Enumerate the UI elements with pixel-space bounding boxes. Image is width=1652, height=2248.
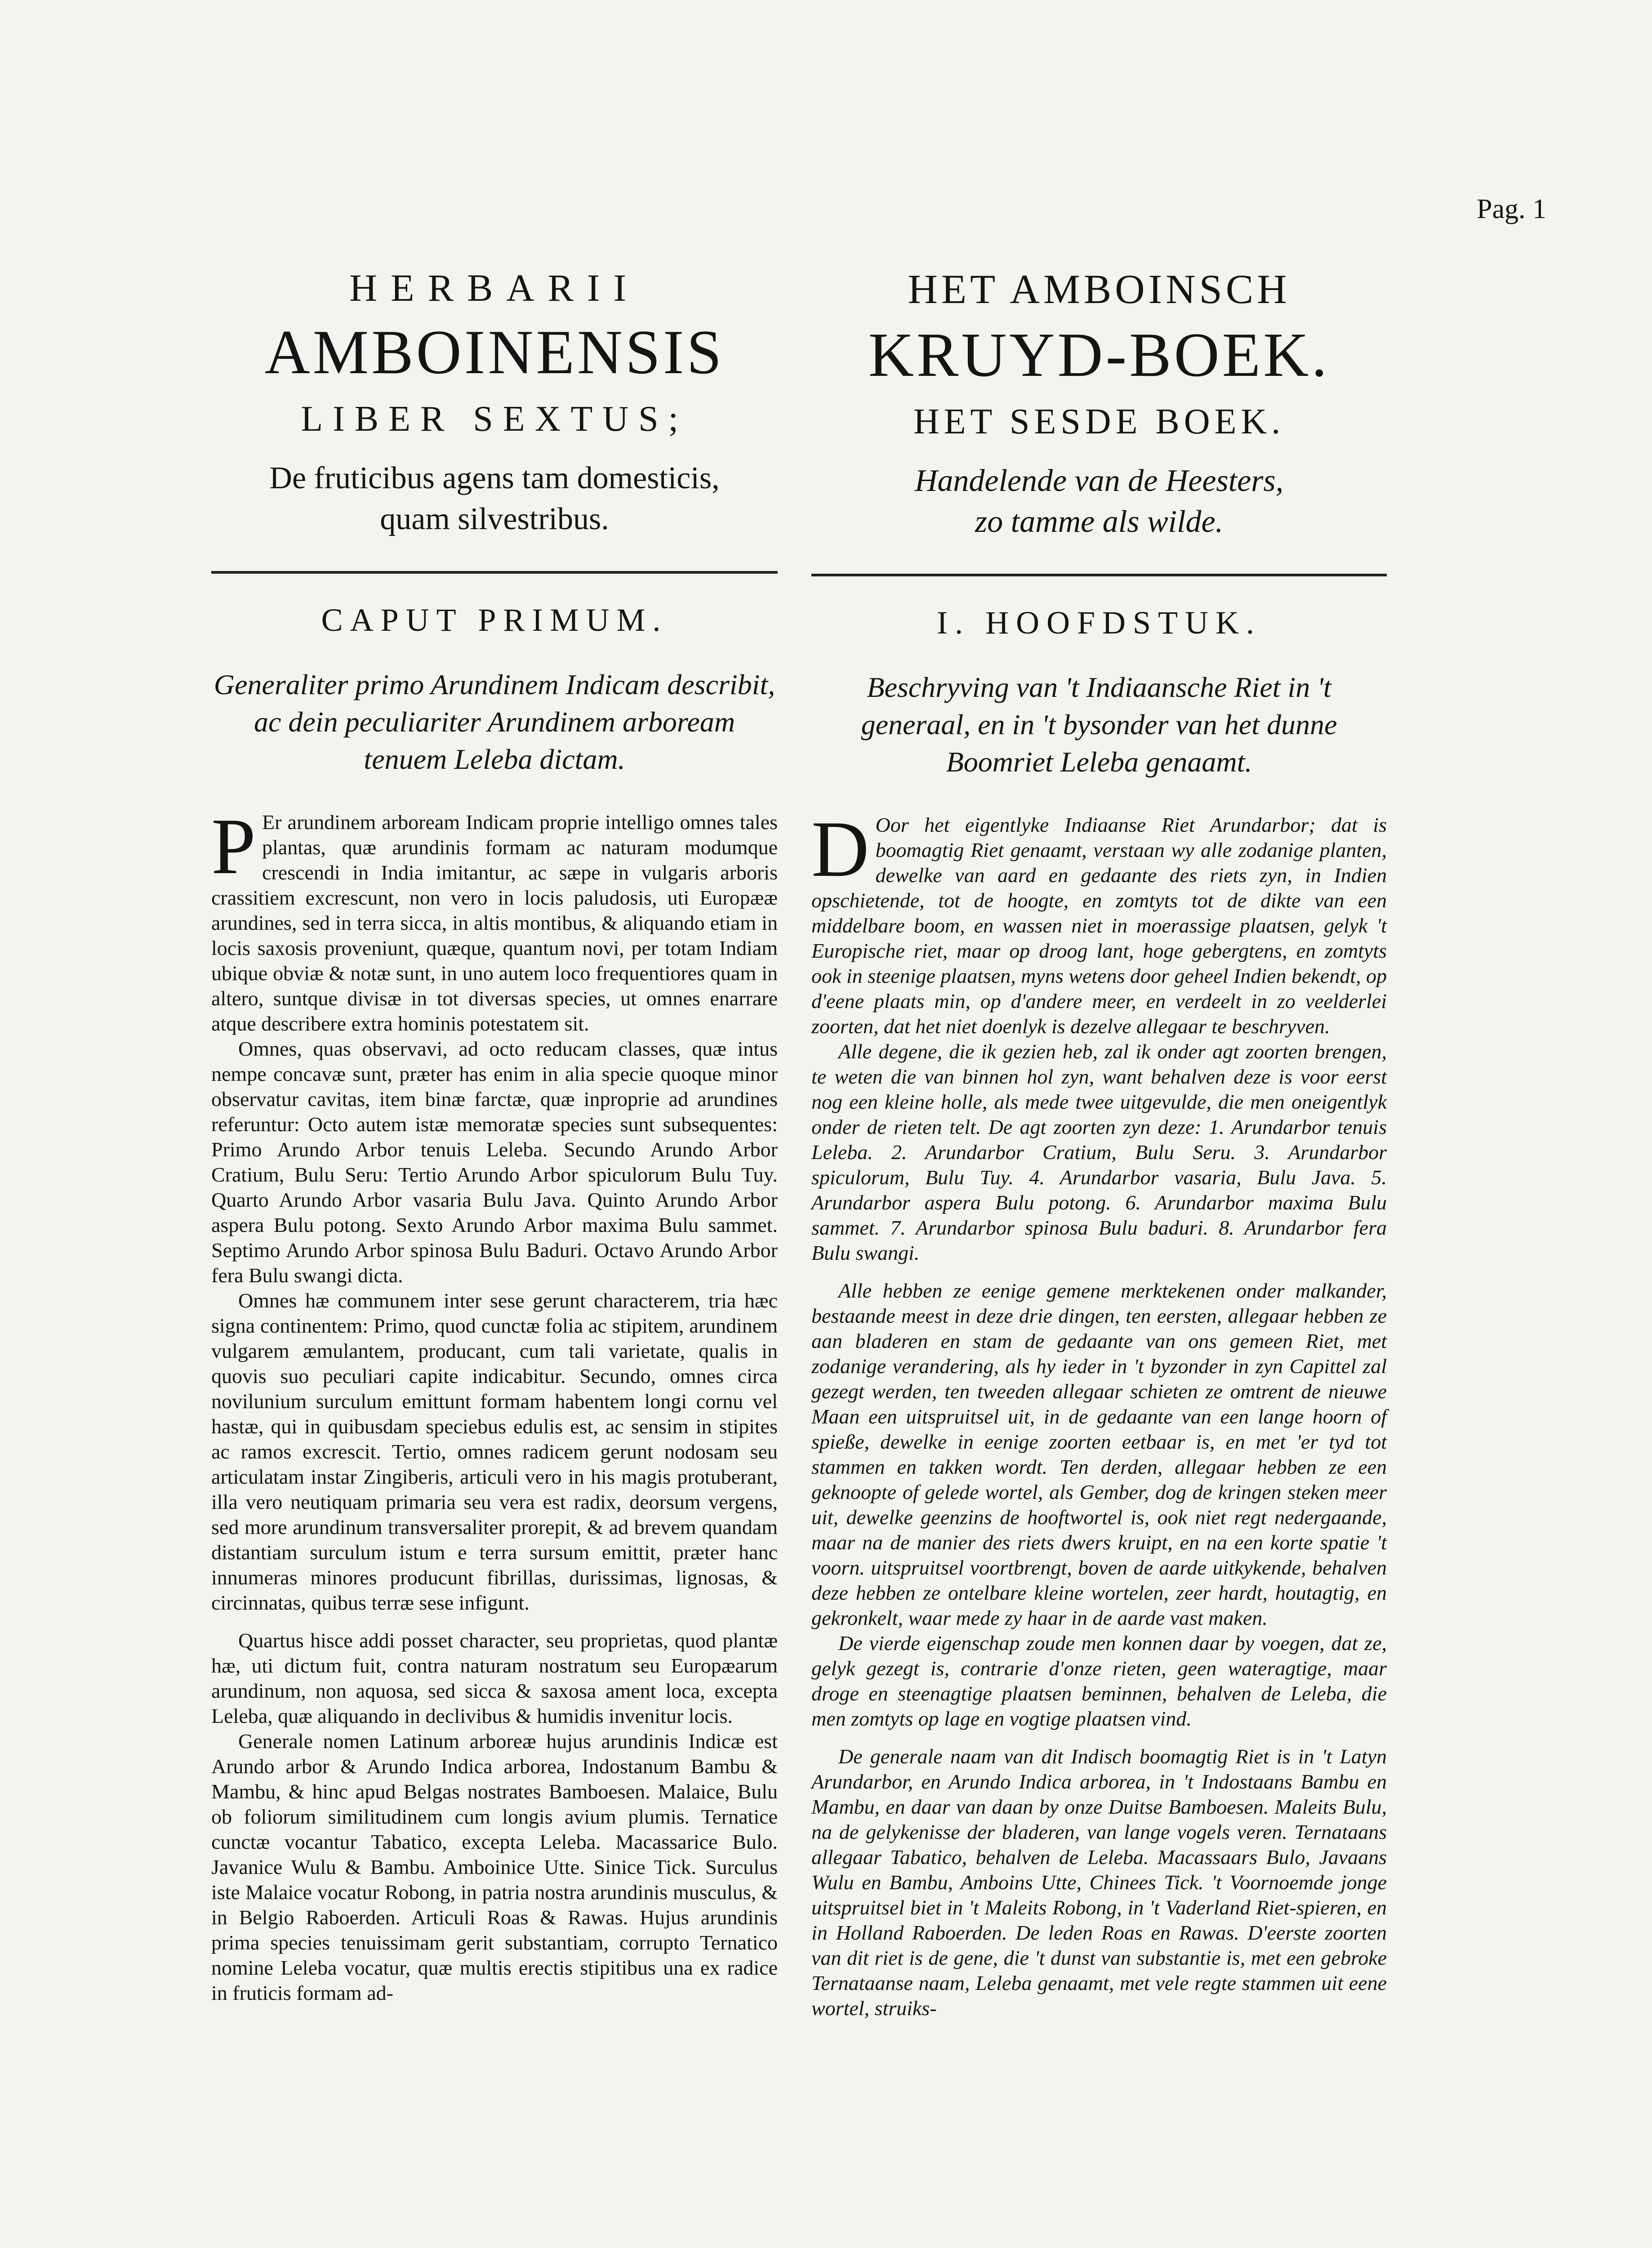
dutch-paragraph: De vierde eigenschap zoude men konnen daar by voegen, dat ze, gelyk gezegt is, contrarie d'onze rieten, geen wateragtige, maar droge en steenagtige plaatsen beminnen, behalven de Leleba, die men zomtyts op lage en vogtige plaatsen vind. bbox=[811, 1631, 1387, 1730]
page-number: Pag. 1 bbox=[1477, 194, 1546, 224]
latin-paragraph: Omnes hæ communem inter sese gerunt characterem, tria hæc signa continentem: Primo, quod cunctæ folia ac stipitem, arundinem vulgarem æmulantem, producant, cum tali varietate, qualis in quovis suo peculiari capite indicabitur. Secundo, omnes circa novilunium surculum emittunt formam habentem longi cornu vel hastæ, qui in quibusdam speciebus edulis est, ac sensim in stipites ac ramos excrescit. Tertio, omnes radicem gerunt nodosam seu articulatam instar Zingiberis, articuli vero in his magis protuberant, illa vero neutiquam primaria seu vera est radix, deorsum vergens, sed more arundinum transversaliter prorepit, & ad brevem quandam distantiam surculum istum e terra sursum emittit, præter hanc innumeras minores producunt fibrillas, durissimas, lignosas, & circinnatas, quibus terræ sese infigunt. bbox=[211, 1289, 778, 1614]
dutch-subtitle-line2: zo tamme als wilde. bbox=[975, 504, 1224, 539]
latin-paragraph: P Er arundinem arboream Indicam proprie intelligo omnes tales plantas, quæ arundinis formam ac naturam modumque crescendi in India imitantur, ac sæpe in vulgaris arboris crassitiem excrescunt, non vero in locis paludosis, uti Europææ arundines, sed in terra sicca, in altis montibus, & aliquando etiam in locis saxosis proveniunt, quæque, quantum novi, per totam Indiam ubique obviæ & notæ sunt, in uno autem loco frequentiores quam in altero, suntque divisæ in tot diversas species, ut omnes enarrare atque describere extra hominis potestatem sit. bbox=[211, 801, 778, 1035]
latin-body bbox=[211, 801, 778, 2006]
latin-subtitle-line2: quam silvestribus. bbox=[380, 502, 609, 536]
latin-book-title: LIBER SEXTUS; bbox=[301, 399, 688, 439]
dutch-paragraph: D Oor het eigentlyke Indiaanse Riet Arundarbor; dat is boomagtig Riet genaamt, verstaan wy alle zodanige planten, dewelke van aard en gedaante des riets zyn, in Indien opschietende, tot de hoogte, en zomtyts tot de dikte van een middelbare boom, en wassen niet in moerassige plaatsen, gelyk 't Europische riet, maar op droog lant, hoge gebergtens, en zomtyts ook in steenige plaatsen, myns wetens door geheel Indien bekendt, op d'eene plaats min, op d'andere meer, en verdeelt in zo veelderlei zoorten, dat het niet doenlyk is dezelve allegaar te beschryven. bbox=[811, 804, 1387, 1038]
latin-paragraph: Generale nomen Latinum arboreæ hujus arundinis Indicæ est Arundo arbor & Arundo Indica arborea, Indostanum Bambu & Mambu, & hinc apud Belgas nostrates Bamboesen. Malaice, Bulu ob foliorum similitudinem cum longis avium plumis. Ternatice cunctæ vocantur Tabatico, excepta Leleba. Macassarice Bulo. Javanice Wulu & Bambu. Amboinice Utte. Sinice Tick. Surculus iste Malaice vocatur Robong, in patria nostra arundinis musculus, & in Belgio Raboerden. Articuli Roas & Rawas. Hujus arundinis prima species tenuissimam gerit substantiam, corrupto Ternatico nomine Leleba vocatur, quæ multis erectis stipitibus una ex radice in fruticis formam ad- bbox=[211, 1729, 778, 2004]
latin-chapter-heading: CAPUT PRIMUM. bbox=[321, 602, 668, 638]
dutch-subtitle-line1: Handelende van de Heesters, bbox=[914, 464, 1284, 498]
dutch-drop-cap: D bbox=[811, 804, 869, 893]
latin-chapter-summary: Generaliter primo Arundinem Indicam describit, ac dein peculiariter Arundinem arboream tenuem Leleba dictam. bbox=[214, 669, 775, 776]
dutch-paragraph: Alle hebben ze eenige gemene merktekenen onder malkander, bestaande meest in deze drie dingen, ten eersten, allegaar hebben ze aan bladeren en stam de gedaante van ons gemeen Riet, met zodanige verandering, als hy ieder in 't byzonder in zyn Capittel zal gezegt werden, ten tweeden allegaar schieten ze omtrent de nieuwe Maan een uitspruitsel uit, in de gedaante van een lange hoorn of spieße, dewelke in eenige zoorten eetbaar is, en met 'er tyd tot stammen en takken wordt. Ten derden, allegaar hebben ze een geknoopte of gelede wortel, als Gember, dog de kringen steken meer uit, dewelke geenzins de hooftwortel is, ook niet regt nedergaande, maar na de manier des riets dwers kruipt, en na een korte spatie 't voorn. uitspruitsel voortbrengt, boven de aarde uitkykende, behalven deze hebben ze ontelbare kleine wortelen, zeer hardt, houtagtig, en gekronkelt, waar mede zy haar in de aarde vast maken. bbox=[811, 1279, 1387, 1629]
latin-paragraph: Quartus hisce addi posset character, seu proprietas, quod plantæ hæ, uti dictum fuit, contra naturam nostratum seu Europæarum arundinum, non aquosa, sed sicca & saxosa ament loca, excepta Leleba, quæ aliquando in declivibus & humidis invenitur locis. bbox=[211, 1628, 778, 1727]
latin-paragraph: Omnes, quas observavi, ad octo reducam classes, quæ intus nempe concavæ sunt, præter has enim in alia specie quoque minor observatur cavitas, item binæ farctæ, quæ inproprie ad arundines referuntur: Octo autem istæ memoratæ species sunt subsequentes: Primo Arundo Arbor tenuis Leleba. Secundo Arundo Arbor Cratium, Bulu Seru: Tertio Arundo Arbor spiculorum Bulu Tuy. Quarto Arundo Arbor vasaria Bulu Java. Quinto Arundo Arbor aspera Bulu potong. Sexto Arundo Arbor maxima Bulu sammet. Septimo Arundo Arbor spinosa Bulu Baduri. Octavo Arundo Arbor fera Bulu swangi dicta. bbox=[211, 1037, 778, 1287]
latin-drop-cap: P bbox=[211, 801, 256, 891]
latin-divider bbox=[211, 571, 778, 574]
latin-title-line1: HERBARII bbox=[349, 266, 640, 309]
dutch-chapter-heading: I. HOOFDSTUK. bbox=[936, 605, 1262, 641]
dutch-divider bbox=[811, 574, 1387, 576]
dutch-paragraph: De generale naam van dit Indisch boomagtig Riet is in 't Latyn Arundarbor, en Arundo Indica arborea, in 't Indostaans Bambu en Mambu, en daar van daan by onze Duitse Bamboesen. Maleits Bulu, na de gelykenisse der bladeren, van lange vogels veren. Ternataans allegaar Tabatico, behalven de Leleba. Macassaars Bulo, Javaans Wulu en Bambu, Amboins Utte, Chinees Tick. 't Voornoemde jonge uitspruitsel biet in 't Maleits Robong, in 't Vaderland Riet-spieren, en in Holland Raboerden. De leden Roas en Rawas. D'eerste zoorten van dit riet is de gene, die 't dunst van substantie is, met een gebroke Ternataanse naam, Leleba genaamt, met vele regte stammen uit eene wortel, struiks- bbox=[811, 1744, 1387, 2020]
latin-subtitle-line1: De fruticibus agens tam domesticis, bbox=[269, 461, 720, 495]
dutch-title-line1: HET AMBOINSCH bbox=[908, 266, 1291, 312]
latin-subtitle bbox=[211, 458, 778, 540]
dutch-column bbox=[811, 265, 1387, 2021]
dutch-subtitle bbox=[811, 460, 1387, 542]
latin-title-line2: AMBOINENSIS bbox=[264, 317, 725, 387]
dutch-body bbox=[811, 804, 1387, 2021]
dutch-chapter-summary: Beschryving van 't Indiaansche Riet in 't generaal, en in 't bysonder van het dunne Boomriet Leleba genaamt. bbox=[861, 671, 1337, 778]
dutch-title-line2: KRUYD-BOEK. bbox=[868, 320, 1330, 390]
latin-column bbox=[211, 265, 778, 2006]
dutch-paragraph: Alle degene, die ik gezien heb, zal ik onder agt zoorten brengen, te weten die van binnen hol zyn, want behalven deze is voor eerst nog een kleine holle, als mede twee uitgevulde, die men oneigentlyk onder de rieten telt. De agt zoorten zyn deze: 1. Arundarbor tenuis Leleba. 2. Arundarbor Cratium, Bulu Seru. 3. Arundarbor spiculorum, Bulu Tuy. 4. Arundarbor vasaria, Bulu Java. 5. Arundarbor aspera Bulu potong. 6. Arundarbor maxima Bulu sammet. 7. Arundarbor spinosa Bulu baduri. 8. Arundarbor fera Bulu swangi. bbox=[811, 1039, 1387, 1264]
dutch-book-title: HET SESDE BOEK. bbox=[913, 402, 1285, 442]
